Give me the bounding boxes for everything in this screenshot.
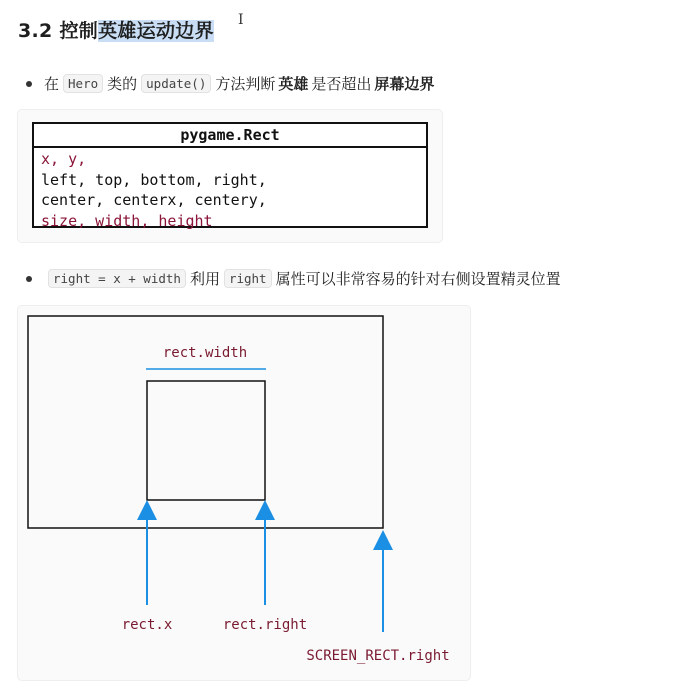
- bold-hero: 英雄: [278, 75, 309, 93]
- bullet1-mid3: 是否超出: [311, 75, 372, 93]
- bullet1-pre: 在: [44, 75, 60, 93]
- sprite-rect: [147, 381, 265, 500]
- bullet2-rest: 属性可以非常容易的针对右侧设置精灵位置: [275, 270, 561, 288]
- code-right: right: [224, 269, 272, 288]
- width-label: rect.width: [162, 345, 248, 361]
- uml-line: size, width, height: [41, 211, 213, 230]
- heading-number: 3.2 控制: [18, 20, 99, 42]
- bullet1-mid1: 类的: [107, 75, 138, 93]
- screen-right-label: SCREEN_RECT.right: [306, 648, 450, 664]
- uml-title: pygame.Rect: [34, 124, 426, 148]
- bullet2-mid1: 利用: [189, 270, 220, 288]
- uml-line: center, centerx, centery,: [41, 191, 267, 209]
- right-label: rect.right: [222, 617, 308, 633]
- uml-line: x, y,: [41, 150, 87, 168]
- bold-screen-bounds: 屏幕边界: [374, 75, 435, 93]
- code-update: update(): [141, 74, 211, 93]
- code-right-formula: right = x + width: [48, 269, 186, 288]
- code-hero: Hero: [63, 74, 103, 93]
- text-cursor-icon: I: [238, 12, 244, 28]
- bullet1-mid2: 方法判断: [215, 75, 276, 93]
- x-label: rect.x: [121, 617, 173, 633]
- heading-highlight: 英雄运动边界: [98, 20, 214, 42]
- uml-line: left, top, bottom, right,: [41, 170, 267, 189]
